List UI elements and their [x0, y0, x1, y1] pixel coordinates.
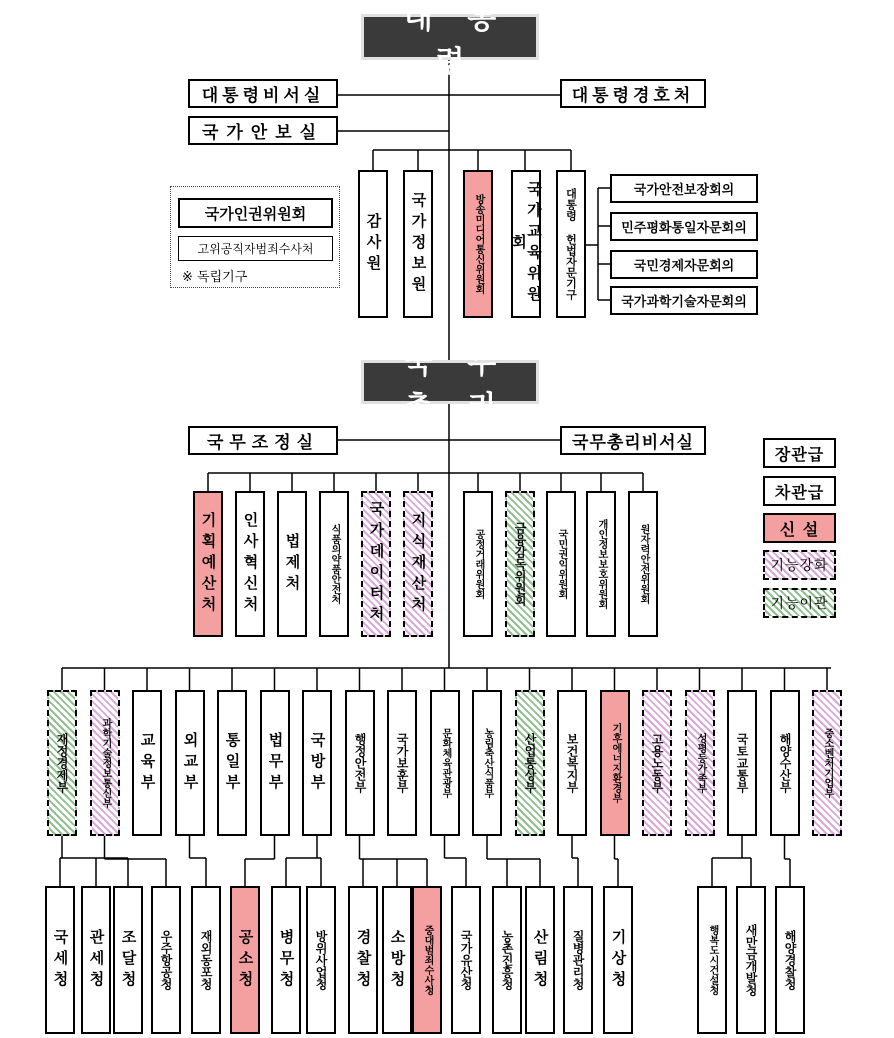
pm-body-box: 식품의약품안전처 [319, 491, 349, 637]
presidential-security-box: 대통령경호처 [560, 79, 706, 108]
pm-body-box: 지식재산처 [403, 491, 433, 637]
pm-body-box: 국민권익위원회 [546, 491, 576, 637]
agency-box: 해양경찰청 [775, 886, 805, 1034]
agency-box: 경찰청 [348, 886, 378, 1034]
pm-body-box: 기획예산처 [193, 491, 223, 637]
advisory-council-box: 국가과학기술자문회의 [610, 286, 758, 315]
ministry-box: 과학기술정보통신부 [90, 690, 120, 836]
president-box [361, 1, 539, 80]
pres-body-box: 국가정보원 [403, 170, 433, 318]
ministry-box: 기후에너지환경부 [600, 690, 630, 836]
ministry-box: 행정안전부 [345, 690, 375, 836]
pm-coordination-office-box: 국무조정실 [188, 426, 338, 455]
agency-box: 국세청 [45, 886, 75, 1034]
ministry-box: 성평등가족부 [685, 690, 715, 836]
ministry-box: 국방부 [302, 690, 332, 836]
ministry-box: 고용노동부 [642, 690, 672, 836]
advisory-council-box: 국가안전보장회의 [610, 174, 758, 203]
advisory-council-box: 민주평화통일자문회의 [610, 212, 758, 241]
pm-body-box: 국가데이터처 [361, 491, 391, 637]
ministry-box: 통일부 [217, 690, 247, 836]
agency-box: 조달청 [113, 886, 143, 1034]
ministry-box: 재정경제부 [47, 690, 77, 836]
pm-secretariat-box: 국무총리비서실 [560, 426, 706, 455]
cio-box: 고위공직자범죄수사처 [178, 236, 333, 261]
constitutional-advisory-box: 대통령 헌법자문기구 [556, 170, 586, 318]
legend-minister-level: 장관급 [763, 438, 836, 468]
ministry-box: 법무부 [260, 690, 290, 836]
human-rights-commission-box: 국가인권위원회 [178, 198, 333, 228]
ministry-box: 농림축산식품부 [472, 690, 502, 836]
agency-box: 질병관리청 [563, 886, 593, 1034]
president-label: 대 통 령 [403, 1, 509, 80]
pm-body-box: 개인정보보호위원회 [586, 491, 616, 637]
pm-body-box: 법제처 [277, 491, 307, 637]
independent-note: ※ 독립기구 [182, 270, 248, 285]
agency-box: 관세청 [81, 886, 111, 1034]
ministry-box: 교육부 [132, 690, 162, 836]
legend-strengthened: 기능강화 [763, 550, 836, 580]
agency-box: 기상청 [603, 886, 633, 1034]
agency-box: 우주항공청 [151, 886, 181, 1034]
pm-body-box: 공정거래위원회 [463, 491, 493, 637]
agency-box: 방위사업청 [306, 886, 336, 1034]
ministry-box: 외교부 [175, 690, 205, 836]
agency-box: 병무청 [271, 886, 301, 1034]
ministry-box: 국가보훈부 [387, 690, 417, 836]
agency-box: 행복도시건설청 [697, 886, 727, 1034]
legend-new: 신 설 [763, 513, 836, 543]
advisory-council-box: 국민경제자문회의 [610, 250, 758, 279]
ministry-box: 해양수산부 [770, 690, 800, 836]
agency-box: 재외동포청 [191, 886, 221, 1034]
agency-box: 새만금개발청 [736, 886, 766, 1034]
agency-box: 중대범죄수사청 [412, 886, 442, 1034]
ministry-box: 문화체육관광부 [430, 690, 460, 836]
agency-box: 산림청 [525, 886, 555, 1034]
pm-body-box: 금융감독위원회 [505, 491, 535, 637]
ministry-box: 산업통상부 [515, 690, 545, 836]
pres-body-box: 감사원 [358, 170, 388, 318]
legend-transferred: 기능이관 [763, 588, 836, 618]
legend-vice-minister-level: 차관급 [763, 476, 836, 506]
pm-body-box: 원자력안전위원회 [628, 491, 658, 637]
agency-box: 공소청 [230, 886, 260, 1034]
agency-box: 소방청 [382, 886, 412, 1034]
agency-box: 국가유산청 [451, 886, 481, 1034]
agency-box: 농촌진흥청 [492, 886, 522, 1034]
pres-body-box: 국가교육위원회 [511, 170, 541, 318]
ministry-box: 보건복지부 [557, 690, 587, 836]
ministry-box: 중소벤처기업부 [812, 690, 842, 836]
prime-minister-label: 국 무 총 리 [403, 346, 509, 425]
pres-body-box: 방송미디어통신위원회 [463, 170, 493, 318]
prime-minister-box [361, 346, 539, 425]
pm-body-box: 인사혁신처 [235, 491, 265, 637]
ministry-box: 국토교통부 [727, 690, 757, 836]
presidential-secretariat-box: 대통령비서실 [188, 79, 338, 108]
national-security-office-box: 국가안보실 [188, 116, 338, 145]
